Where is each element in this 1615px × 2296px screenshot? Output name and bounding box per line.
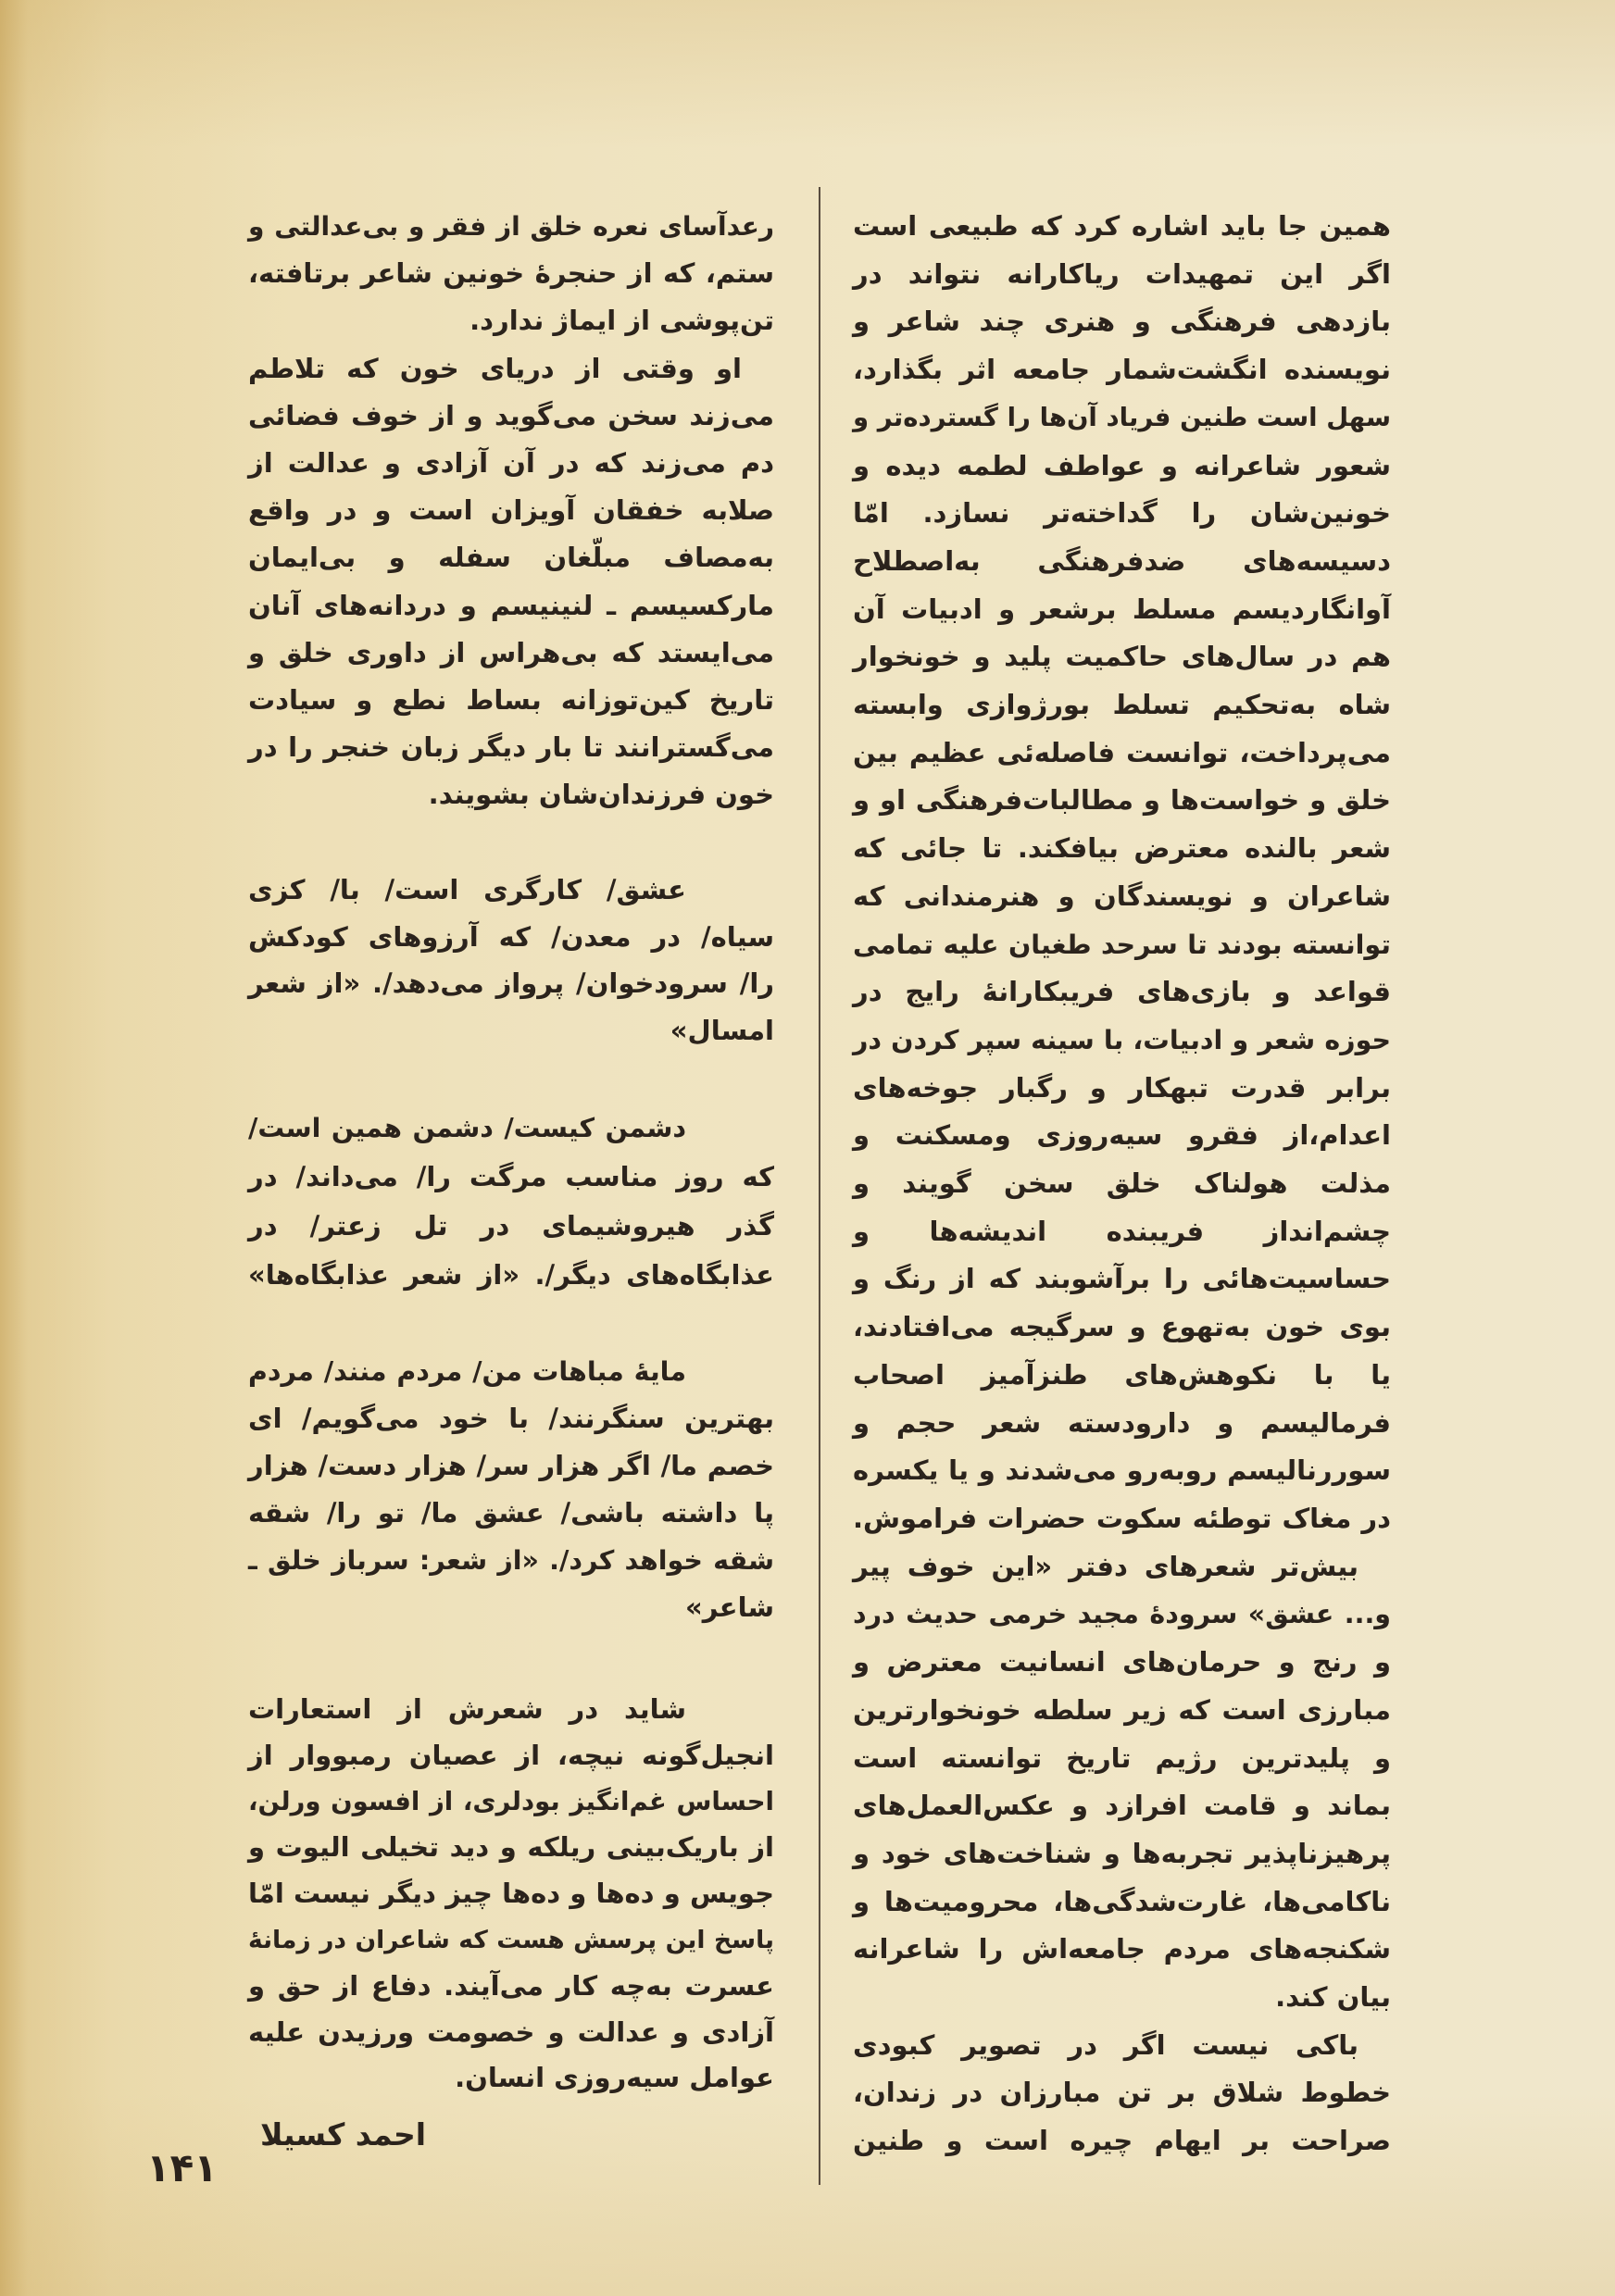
right-column xyxy=(853,203,1391,2165)
text-line: شاید در شعرش از استعارات xyxy=(248,1693,686,1725)
text-line: به‌مصاف مبلّغان سفله و بی‌ایمان xyxy=(248,542,774,574)
text-line: سوررنالیسم روبه‌رو می‌شدند و یا یکسره xyxy=(853,1454,1391,1487)
text-line: بماند و قامت افرازد و عکس‌العمل‌های xyxy=(853,1790,1391,1822)
text-line: باکی نیست اگر در تصویر کبودی xyxy=(853,2028,1358,2061)
text-line: آوانگاردیسم مسلط برشعر و ادبیات آن xyxy=(853,593,1391,625)
poem-line: سیاه/ در معدن/ که آرزوهای کودکش xyxy=(248,920,774,953)
poem-excerpt xyxy=(248,1348,774,1631)
column-divider xyxy=(819,187,820,2185)
page-number: ۱۴۱ xyxy=(146,2145,218,2190)
text-line: فرمالیسم و دارودسته شعر حجم و xyxy=(853,1406,1391,1439)
text-line: همین جا باید اشاره کرد که طبیعی است xyxy=(853,210,1391,242)
text-line: اگر این تمهیدات ریاکارانه نتواند در xyxy=(853,257,1391,290)
poem-line: دشمن کیست/ دشمن همین است/ xyxy=(248,1113,686,1143)
text-line: برابر قدرت تبهکار و رگبار جوخه‌های xyxy=(853,1071,1391,1104)
text-line: عوامل سیه‌روزی انسان. xyxy=(455,2062,774,2094)
text-line: بازدهی فرهنگی و هنری چند شاعر و xyxy=(853,306,1391,338)
text-line: قواعد و بازی‌های فریبکارانهٔ رایج در xyxy=(853,976,1391,1008)
text-line: می‌گسترانند تا بار دیگر زبان خنجر را در xyxy=(248,731,774,764)
text-line: پاسخ این پرسش هست که شاعران در زمانهٔ xyxy=(248,1925,774,1954)
text-line: صلابه خفقان آویزان است و در واقع xyxy=(248,494,774,527)
poem-line: که روز مناسب مرگت را/ می‌داند/ در xyxy=(248,1161,774,1192)
poem-line: امسال» xyxy=(670,1014,774,1046)
poem-line: شقه خواهد کرد/. «از شعر: سرباز خلق ـ xyxy=(248,1545,774,1576)
text-line: عسرت به‌چه کار می‌آیند. دفاع از حق و xyxy=(248,1969,774,2002)
text-line: خونین‌شان را گداخته‌تر نسازد. امّا xyxy=(853,497,1391,530)
text-line: بیان کند. xyxy=(1275,1981,1391,2014)
poem-line: عشق/ کارگری است/ با/ کزی xyxy=(248,874,686,905)
text-line: مارکسیسم ـ لنینیسم و دردانه‌های آنان xyxy=(248,589,774,621)
poem-line: شاعر» xyxy=(685,1591,774,1623)
text-line: مبارزی است که زیر سلطه خونخوارترین xyxy=(853,1693,1391,1726)
text-line: حوزه شعر و ادبیات، با سینه سپر کردن در xyxy=(853,1024,1391,1055)
text-line: بوی خون به‌تهوع و سرگیجه می‌افتادند، xyxy=(853,1311,1391,1343)
text-line: خلق و خواست‌ها و مطالبات‌فرهنگی او و xyxy=(853,784,1391,817)
text-line: تاریخ کین‌توزانه بساط نطع و سیادت xyxy=(248,684,774,717)
poem-line: را/ سرودخوان/ پرواز می‌دهد/. «از شعر xyxy=(248,967,774,999)
text-line: چشم‌انداز فریبنده اندیشه‌ها و xyxy=(853,1215,1391,1247)
poem-excerpt xyxy=(248,867,774,1054)
text-line: نویسنده انگشت‌شمار جامعه اثر بگذارد، xyxy=(853,354,1391,386)
text-line: خطوط شلاق بر تن مبارزان در زندان، xyxy=(853,2077,1391,2109)
text-line: و رنج و حرمان‌های انسانیت معترض و xyxy=(853,1646,1391,1678)
text-line: دسیسه‌های ضدفرهنگی به‌اصطلاح xyxy=(853,544,1391,577)
left-column-paragraphs xyxy=(248,203,774,819)
closing-paragraph xyxy=(248,1687,774,2102)
text-line: می‌پرداخت، توانست فاصله‌ئی عظیم بین xyxy=(853,736,1391,768)
text-line: اعدام،از فقرو سیه‌روزی ومسکنت و xyxy=(853,1119,1391,1152)
text-line: ستم، که از حنجرهٔ خونین شاعر برتافته، xyxy=(248,257,774,290)
text-line: شکنجه‌های مردم جامعه‌اش را شاعرانه xyxy=(853,1933,1391,1965)
text-line: شعر بالنده معترض بیافکند. تا جائی که xyxy=(853,832,1391,865)
text-line: از باریک‌بینی ریلکه و دید تخیلی الیوت و xyxy=(248,1831,774,1864)
text-line: رعدآسای نعره خلق از فقر و بی‌عدالتی و xyxy=(248,211,774,242)
text-line: انجیل‌گونه نیچه، از عصیان رمبووار از xyxy=(248,1739,774,1771)
text-line: جویس و ده‌ها و ده‌ها چیز دیگر نیست امّا xyxy=(248,1878,774,1910)
author-signature: احمد کسیلا xyxy=(260,2116,427,2152)
poem-line: گذر هیروشیمای در تل زعتر/ در xyxy=(248,1210,774,1242)
text-line: احساس غم‌انگیز بودلری، از افسون ورلن، xyxy=(248,1786,774,1816)
poem-line: خصم ما/ اگر هزار سر/ هزار دست/ هزار xyxy=(248,1450,774,1481)
text-line: در مغاک توطئه سکوت حضرات فراموش. xyxy=(853,1502,1391,1534)
text-line: پرهیزناپذیر تجربه‌ها و شناخت‌های خود و xyxy=(853,1837,1391,1869)
text-line: شاه به‌تحکیم تسلط بورژوازی وابسته xyxy=(853,689,1391,721)
text-line: صراحت بر ایهام چیره است و طنین xyxy=(853,2125,1391,2157)
poem-line: عذابگاه‌های دیگر/. «از شعر عذابگاه‌ها» xyxy=(248,1259,774,1291)
text-line: شاعران و نویسندگان و هنرمندانی که xyxy=(853,880,1391,912)
poem-line: مایهٔ مباهات من/ مردم منند/ مردم xyxy=(248,1356,686,1387)
text-line: هم در سال‌های حاکمیت پلید و خونخوار xyxy=(853,641,1391,673)
text-line: بیش‌تر شعرهای دفتر «این خوف پیر xyxy=(853,1550,1358,1582)
text-line: شعور شاعرانه و عواطف لطمه دیده و xyxy=(853,449,1391,481)
text-line: خون فرزندان‌شان بشویند. xyxy=(428,779,774,811)
text-line: دم می‌زند که در آن آزادی و عدالت از xyxy=(248,447,774,480)
text-line: تن‌پوشی از ایماژ ندارد. xyxy=(469,305,774,337)
text-line: ناکامی‌ها، غارت‌شدگی‌ها، محرومیت‌ها و xyxy=(853,1885,1391,1917)
text-line: توانسته بودند تا سرحد طغیان علیه تمامی xyxy=(853,929,1391,960)
text-line: آزادی و عدالت و خصومت ورزیدن علیه xyxy=(248,2015,774,2048)
poem-excerpt xyxy=(248,1104,774,1300)
text-line: و... عشق» سرودهٔ مجید خرمی حدیث درد xyxy=(853,1599,1391,1630)
text-line: و پلیدترین رژیم تاریخ توانسته است xyxy=(853,1741,1391,1774)
text-line: سهل است طنین فریاد آن‌ها را گسترده‌تر و xyxy=(853,402,1391,432)
poem-line: پا داشته باشی/ عشق ما/ تو را/ شقه xyxy=(248,1497,774,1529)
text-line: می‌ایستد که بی‌هراس از داوری خلق و xyxy=(248,636,774,668)
text-line: حساسیت‌هائی را برآشوبند که از رنگ و xyxy=(853,1263,1391,1295)
text-line: یا با نکوهش‌های طنزآمیز اصحاب xyxy=(853,1358,1391,1391)
poem-line: بهترین سنگرنند/ با خود می‌گویم/ ای xyxy=(248,1403,774,1434)
text-line: می‌زند سخن می‌گوید و از خوف فضائی xyxy=(248,399,774,431)
text-line: مذلت هولناک خلق سخن گویند و xyxy=(853,1167,1391,1200)
text-line: او وقتی از دریای خون که تلاطم xyxy=(248,352,742,384)
